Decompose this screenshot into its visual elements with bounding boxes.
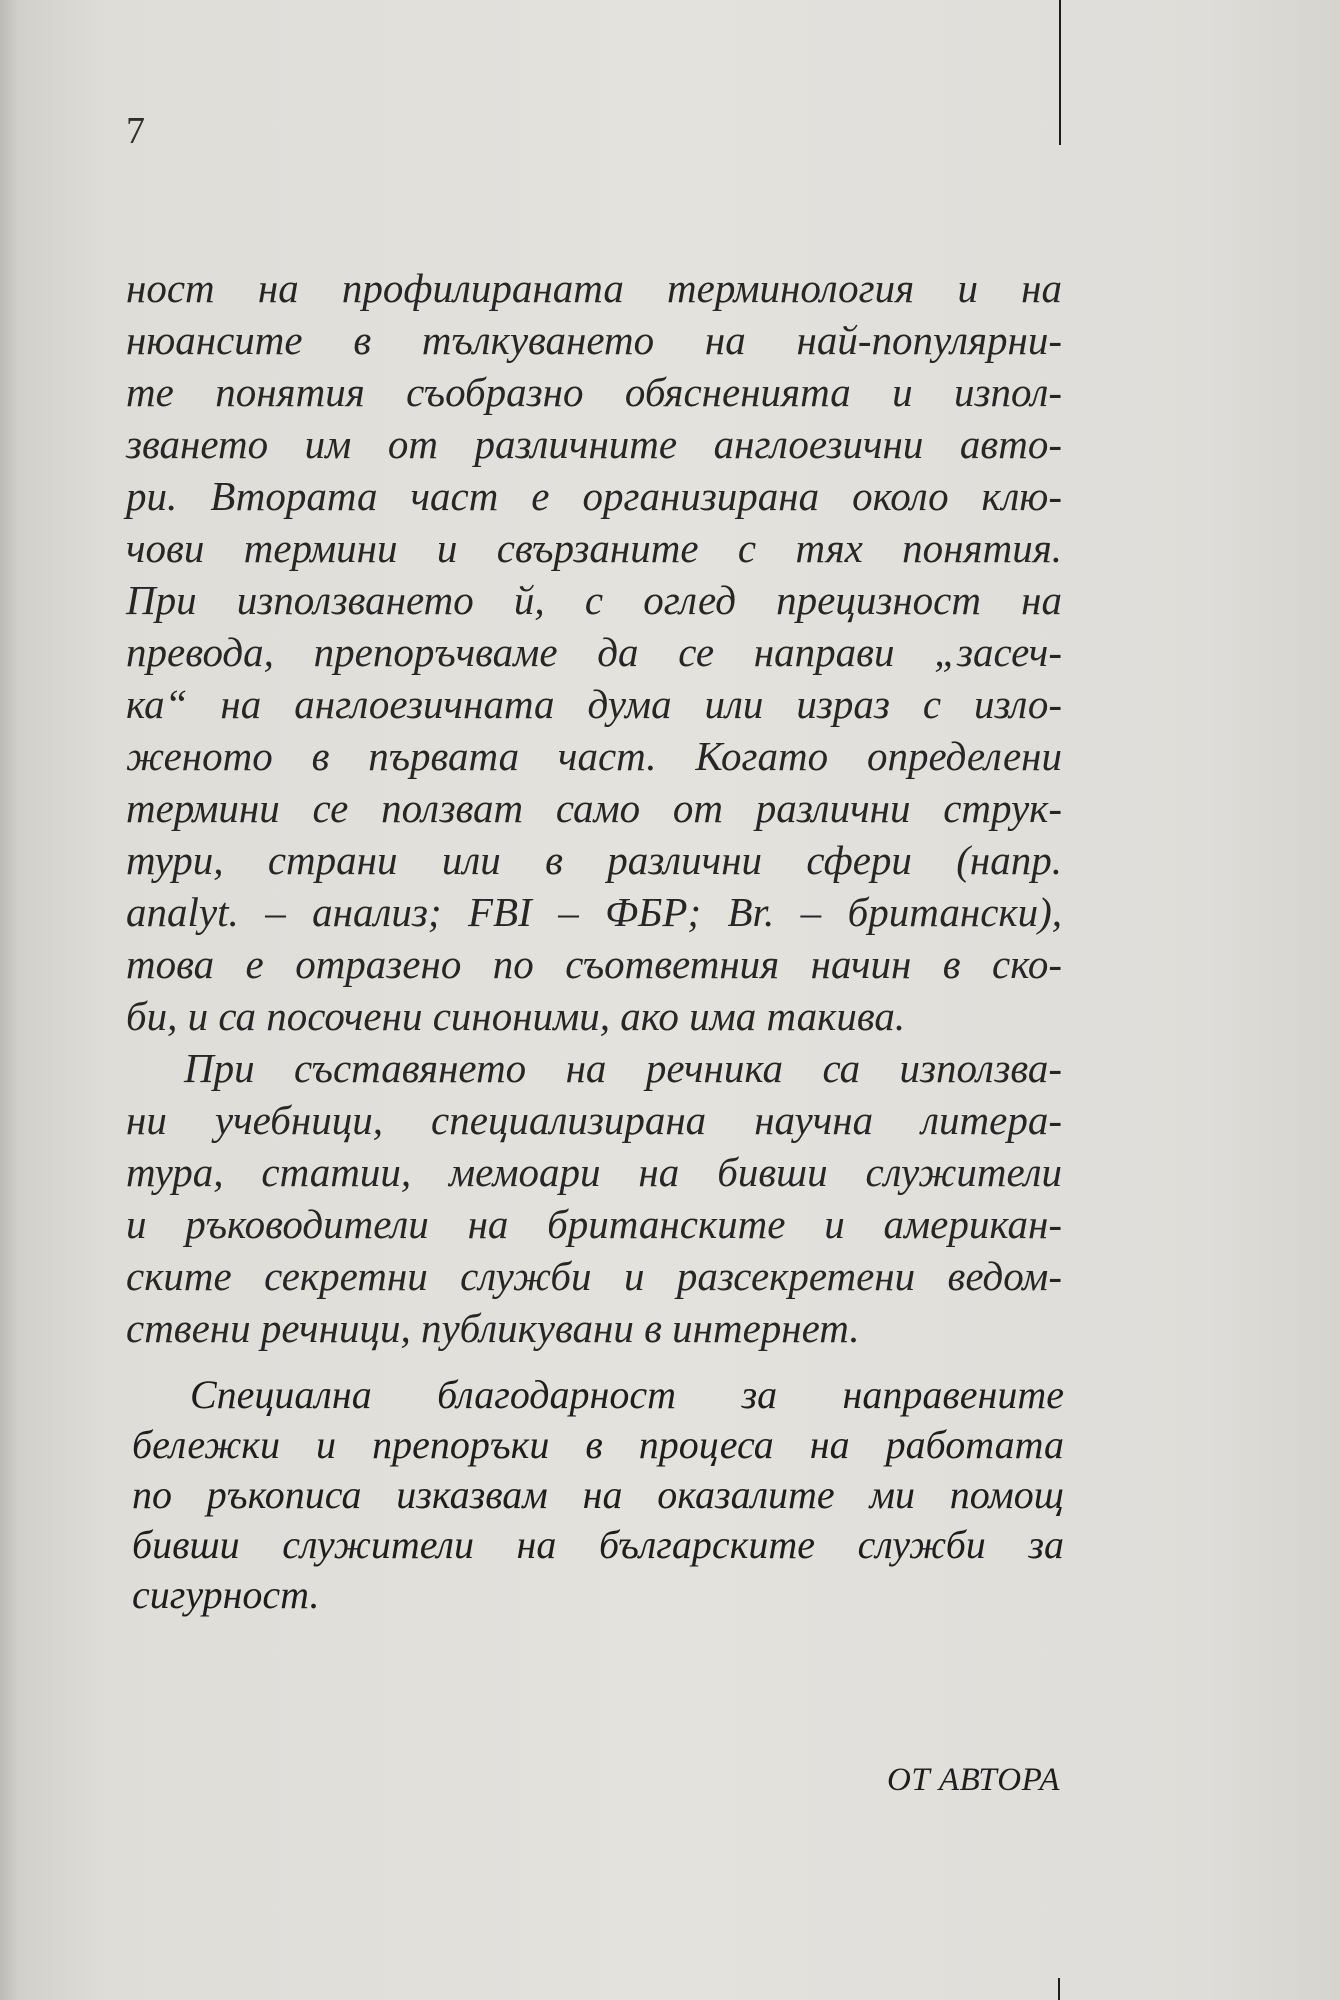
text-line: зването им от различните англоезични авто- [126,421,1062,467]
text-line: бележки и препоръки в процеса на работата [132,1422,1064,1467]
text-line: женото в първата част. Когато определени [126,733,1062,779]
text-line: тура, статии, мемоари на бивши служители [126,1149,1062,1195]
vertical-rule-bottom [1058,1978,1060,2000]
text-line: При използването й, с оглед прецизност на [126,577,1062,623]
text-line: ствени речници, публикувани в интернет. [126,1305,860,1351]
main-text [126,262,1062,1354]
text-line: и ръководители на британските и американ- [126,1201,1062,1247]
author-signature: ОТ АВТОРА [887,1762,1060,1798]
text-line: чови термини и свързаните с тях понятия. [126,525,1062,571]
text-line: ка“ на англоезичната дума или израз с изло- [126,681,1062,727]
text-line: нюансите в тълкуването на най-популярни- [126,317,1062,363]
text-line: би, и са посочени синоними, ако има такива. [126,993,906,1039]
text-line: сигурност. [132,1572,320,1617]
text-line: ни учебници, специализирана научна литера- [126,1097,1062,1143]
vertical-rule-top [1059,0,1061,145]
text-line: те понятия съобразно обясненията и изпол- [126,369,1062,415]
page-number: 7 [126,110,145,152]
text-line: analyt. – анализ; FBI – ФБР; Br. – британски), [126,889,1062,935]
text-line: Специална благодарност за направените [190,1372,1064,1417]
text-line: това е отразено по съответния начин в ско- [126,941,1062,987]
page-edge-shadow [0,0,18,2000]
text-line: термини се ползват само от различни струк- [126,785,1062,831]
text-line: тури, страни или в различни сфери (напр. [126,837,1062,883]
text-line: ри. Втората част е организирана около клю- [126,473,1062,519]
text-line: ските секретни служби и разсекретени ведом- [126,1253,1062,1299]
text-line: бивши служители на българските служби за [132,1522,1064,1567]
text-line: превода, препоръчваме да се направи „засеч- [126,629,1062,675]
acknowledgement-text [132,1370,1064,1620]
text-line: При съставянето на речника са използва- [184,1045,1062,1091]
text-line: по ръкописа изказвам на оказалите ми помощ [132,1472,1064,1517]
text-line: ност на профилираната терминология и на [126,265,1062,311]
